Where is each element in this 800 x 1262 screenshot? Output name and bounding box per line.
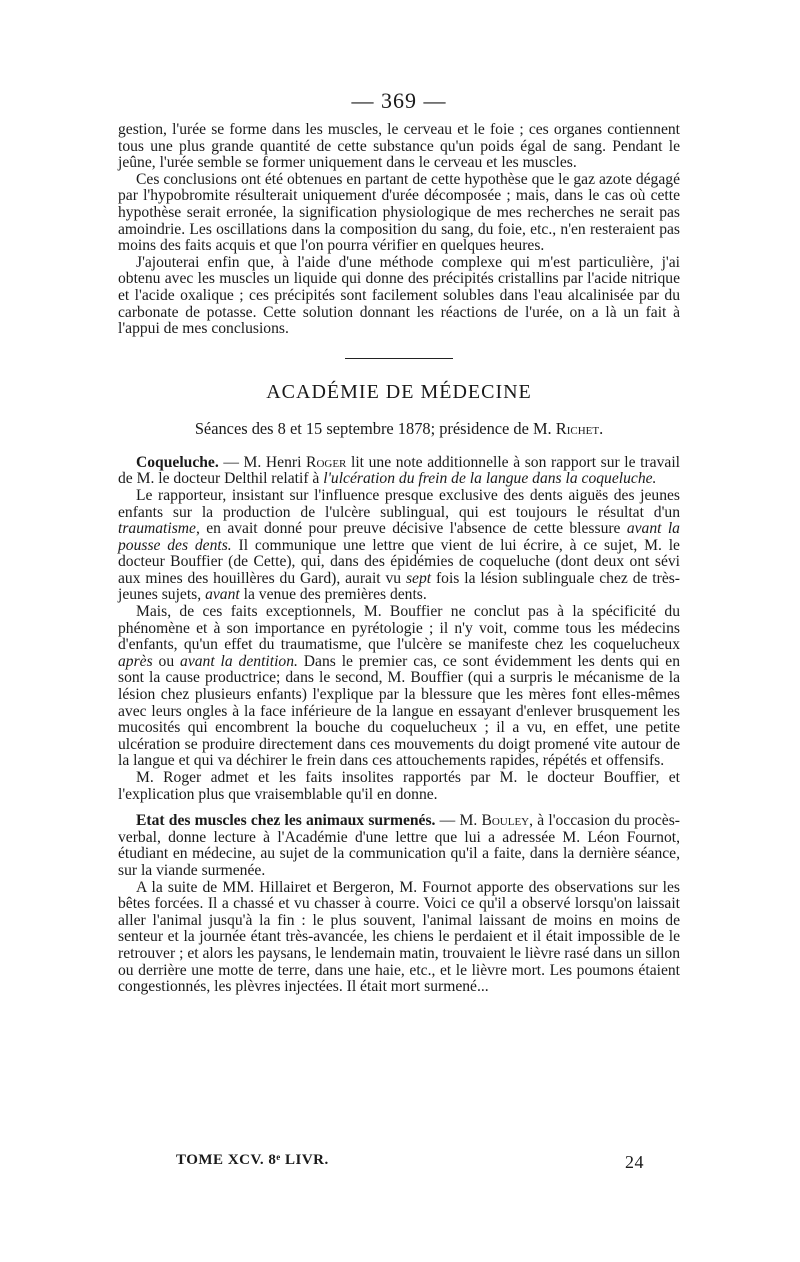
session-text: Séances des 8 et 15 septembre 1878; présidence de M. (194, 418, 552, 438)
coqueluche-paragraph-1 (118, 455, 680, 488)
text-run: fois la lésion sublinguale chez de très-jeunes sujets, (118, 569, 680, 604)
coqueluche-paragraph-4: M. Roger admet et les faits insolites rapportés par M. le docteur Bouffier, et l'explication plus que vraisemblable qu'il en donne. (118, 769, 680, 803)
coqueluche-paragraph-3 (118, 604, 680, 770)
page-number: — 369 — (351, 88, 447, 113)
volume-label: TOME XCV. 8ᵉ LIVR. (176, 1152, 329, 1168)
page-body (118, 88, 680, 996)
author-name: Roger (306, 453, 347, 471)
coqueluche-title: Coqueluche. (136, 453, 219, 471)
italic-term: avant la dentition. (180, 652, 298, 670)
text-run: Le rapporteur, insistant sur l'influence presque exclusive des dents aiguës des jeunes enfants sur la production de l'ulcère sublingual, qui est toujours le résultat d'un (118, 486, 680, 521)
muscles-paragraph-2: A la suite de MM. Hillairet et Bergeron, M. Fournot apporte des observations sur les bêtes forcées. Il a chassé et vu chasser à courre. Voici ce qu'il a observé lorsqu'on laissait aller l'animal jusqu'à la fin : le plus souvent, l'animal laissant de moins en moins de senteur et la journée étant très-avancée, les chiens le perdaient et il était impossible de le retrouver ; et alors les paysans, le lendemain matin, trouvaient le lièvre rasé dans un sillon ou derrière une motte de terre, dans une haie, etc., et le lièvre mort. Les poumons étaient congestionnés, les plèvres injectées. Il était mort surmené... (118, 878, 680, 996)
author-name: Bouley (481, 812, 530, 830)
intro-paragraph-3: J'ajouterai enfin que, à l'aide d'une méthode complexe qui m'est particulière, j'ai obtenu avec les muscles un liquide qui donne des précipités cristallins par l'acide nitrique et l'acide oxalique ; ces précipités sont facilement solubles dans l'eau alcalinisée par du carbonate de potasse. Cette solution donnant les réactions de l'urée, on a là un fait à l'appui de mes conclusions. (118, 253, 680, 338)
muscles-title: Etat des muscles chez les animaux surmenés. (136, 812, 436, 830)
intro-paragraph-1: gestion, l'urée se forme dans les muscles, le cerveau et le foie ; ces organes contiennent tous une plus grande quantité de cette substance qu'un poids égal de sang. Pendant le jeûne, l'urée semble se former uniquement dans le cerveau et les muscles. (118, 121, 680, 172)
president-name: Richet. (555, 418, 604, 438)
text-run: lit une note additionnelle à son rapport sur le travail de M. le docteur Delthil relatif à (118, 453, 680, 488)
intro-paragraph-2: Ces conclusions ont été obtenues en partant de cette hypothèse que le gaz azote dégagé par l'hypobromite résulterait uniquement d'urée décomposée ; mais, dans le cas où cette hypothèse serait erronée, la signification physiologique de mes recherches ne serait pas amoindrie. Les oscillations dans la composition du sang, du foie, etc., n'en resteraient pas moins des faits acquis et que l'on pourra vérifier en quelques heures. (118, 170, 680, 255)
section-heading: ACADÉMIE DE MÉDECINE (266, 380, 532, 403)
italic-term: traumatisme (118, 520, 196, 538)
text-run: Dans le premier cas, ce sont évidemment les dents qui en sont la cause productrice; dans le second, M. Bouffier (qui a surpris le mécanisme de la lésion chez plusieurs enfants) l'explique par la blessure que les mères font elles-mêmes avec leurs ongles à la face inférieure de la langue en essayant d'enlever brusquement les mucosités qui encombrent la bouche du coquelucheux ; il a vu, en effet, une petite ulcération se produire directement dans ces mouvements du doigt promené vite autour de la langue et qui va déchirer le frein dans ces attouchements rapides, répétés et offensifs. (118, 652, 680, 770)
text-run: , en avait donné pour preuve décisive l'absence de cette blessure (195, 520, 627, 538)
text-run: la venue des premières dents. (239, 586, 427, 604)
text-run: , à l'occasion du procès-verbal, donne lecture à l'Académie d'une lettre que lui a adressée M. Léon Fournot, étudiant en médecine, au sujet de la communication qu'il a faite, dans la dernière séance, sur la viande surmenée. (118, 812, 680, 879)
text-run: Mais, de ces faits exceptionnels, M. Bouffier ne conclut pas à la spécificité du phénomène et à son importance en pyrétologie ; il n'y voit, comme tous les médecins d'enfants, qu'un effet du traumatisme, que l'ulcère se manifeste chez les coquelucheux (118, 603, 680, 654)
italic-title: l'ulcération du frein de la langue dans la coqueluche. (323, 470, 657, 488)
session-line (118, 419, 680, 439)
muscles-paragraph-1 (118, 813, 680, 879)
text-run: — M. Henri (218, 453, 307, 471)
section-divider (345, 358, 453, 359)
italic-term: avant la pousse des dents. (118, 520, 680, 554)
italic-term: sept (405, 569, 432, 587)
text-run: ou (152, 652, 181, 670)
italic-term: avant (205, 586, 240, 604)
coqueluche-paragraph-2 (118, 488, 680, 604)
signature-number: 24 (625, 1152, 644, 1172)
italic-term: après (118, 652, 153, 670)
text-run: — M. (435, 812, 482, 830)
text-run: Il communique une lettre que vient de lui écrire, à ce sujet, M. le docteur Bouffier (de Cette), qui, dans des épidémies de coqueluche (dont deux ont sévi aux mines des houillères du Gard), aurait vu (118, 536, 680, 587)
page-footer (176, 1152, 644, 1172)
